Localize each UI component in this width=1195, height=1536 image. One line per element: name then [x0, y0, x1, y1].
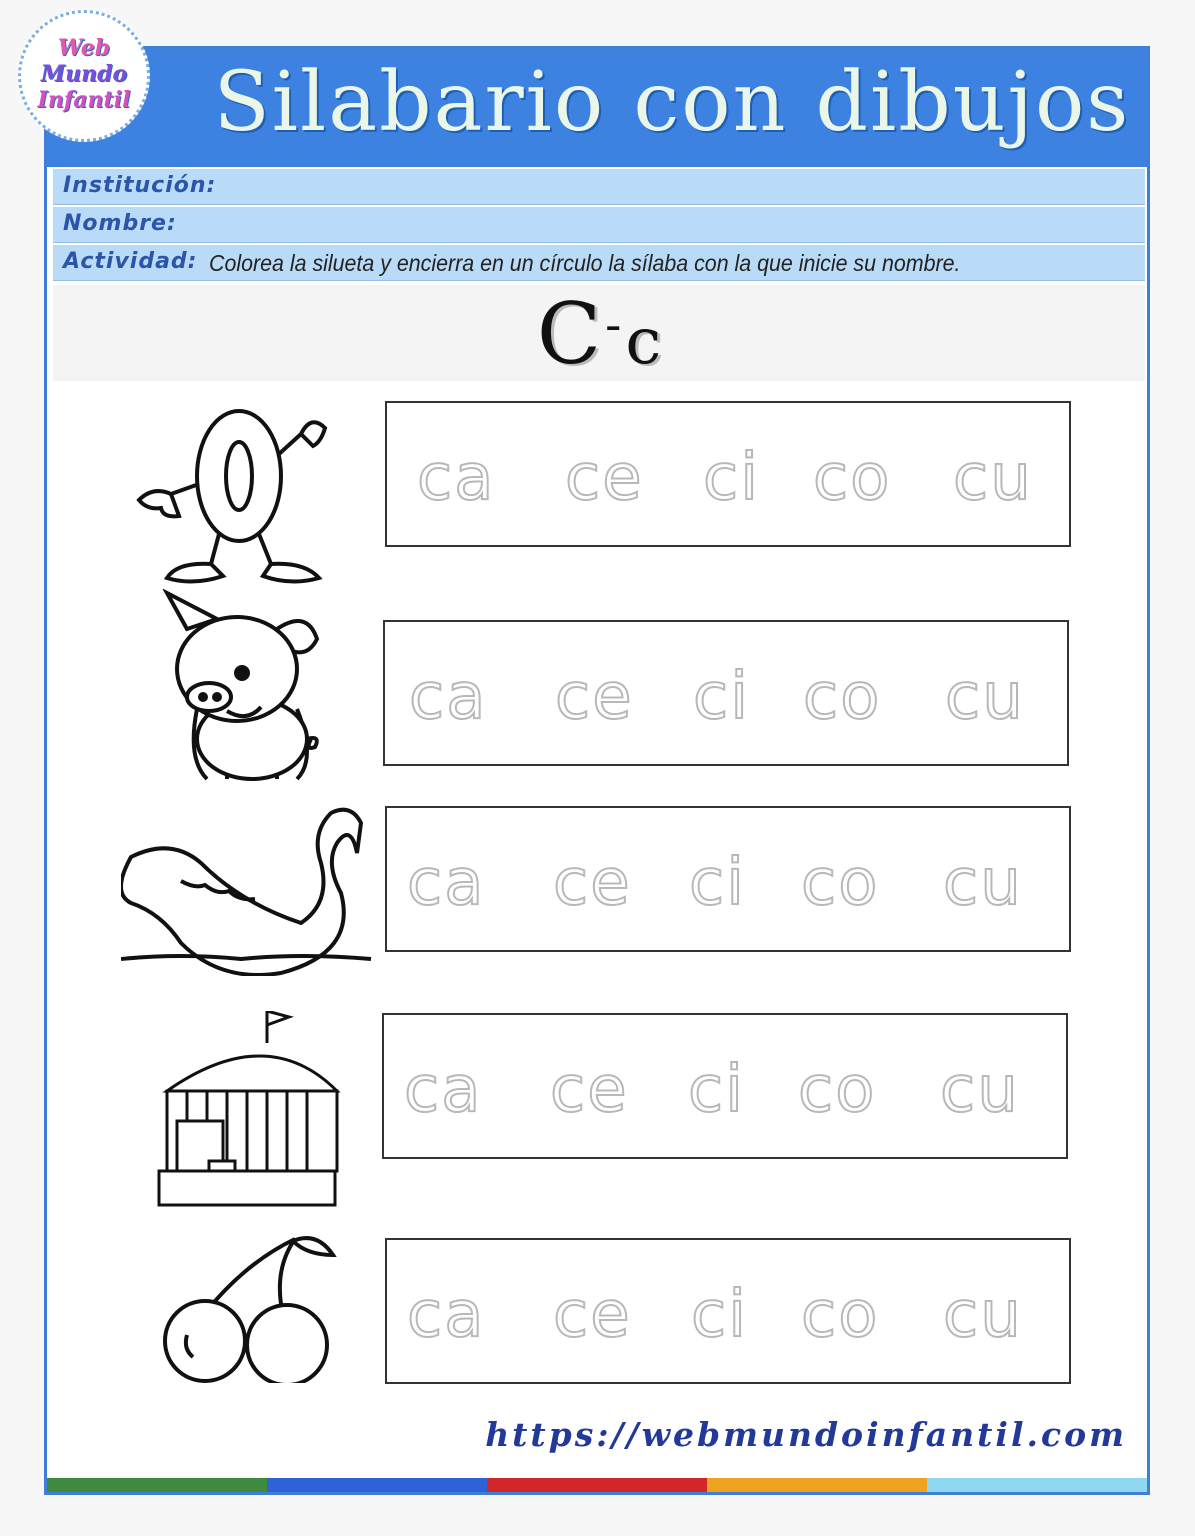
activity-text: Colorea la silueta y encierra en un círculo la sílaba con la que inicie su nombre.	[209, 250, 961, 276]
syllable-ce[interactable]: ce	[553, 1278, 632, 1352]
name-label: Nombre:	[63, 211, 177, 236]
syllable-cu[interactable]: cu	[943, 1278, 1023, 1352]
syllable-co[interactable]: co	[813, 441, 892, 515]
logo-line-3: Infantil	[37, 87, 131, 113]
syllable-ce[interactable]: ce	[553, 846, 632, 920]
stripe-green	[47, 1478, 267, 1492]
syllable-box-3	[385, 806, 1071, 952]
syllable-box-1	[385, 401, 1071, 547]
syllable-box-4	[382, 1013, 1068, 1159]
page-title: Silabario con dibujos	[213, 55, 1131, 150]
syllable-ca[interactable]: ca	[407, 1278, 486, 1352]
institution-label: Institución:	[63, 173, 217, 198]
stripe-light-blue	[927, 1478, 1147, 1492]
institution-row	[53, 169, 1145, 205]
syllable-ci[interactable]: ci	[689, 846, 746, 920]
stripe-blue	[267, 1478, 487, 1492]
syllable-co[interactable]: co	[803, 660, 882, 734]
syllable-ce[interactable]: ce	[565, 441, 644, 515]
syllable-ce[interactable]: ce	[550, 1053, 629, 1127]
syllable-ca[interactable]: ca	[417, 441, 496, 515]
syllable-cu[interactable]: cu	[945, 660, 1025, 734]
pig-icon	[157, 589, 327, 789]
uppercase-letter: C	[536, 285, 602, 383]
name-row	[53, 207, 1145, 243]
syllable-ci[interactable]: ci	[691, 1278, 748, 1352]
activity-label: Actividad:	[63, 249, 198, 274]
syllable-ci[interactable]: ci	[703, 441, 760, 515]
syllable-co[interactable]: co	[801, 1278, 880, 1352]
circus-tent-icon	[157, 1011, 342, 1211]
syllable-ce[interactable]: ce	[555, 660, 634, 734]
stripe-red	[487, 1478, 707, 1492]
web-mundo-infantil-logo	[18, 10, 150, 142]
syllable-ci[interactable]: ci	[693, 660, 750, 734]
letter-heading	[53, 285, 1145, 381]
activity-row	[53, 245, 1145, 281]
syllable-ca[interactable]: ca	[409, 660, 488, 734]
logo-line-1: Web	[57, 35, 111, 61]
syllable-ci[interactable]: ci	[688, 1053, 745, 1127]
title-banner	[47, 49, 1147, 167]
syllable-cu[interactable]: cu	[943, 846, 1023, 920]
syllable-ca[interactable]: ca	[404, 1053, 483, 1127]
letter-dash: -	[605, 297, 622, 353]
syllable-co[interactable]: co	[798, 1053, 877, 1127]
logo-line-2: Mundo	[40, 61, 128, 87]
syllable-cu[interactable]: cu	[953, 441, 1033, 515]
cherries-icon	[157, 1233, 337, 1383]
syllable-ca[interactable]: ca	[407, 846, 486, 920]
worksheet	[44, 46, 1150, 1495]
website-url[interactable]: https://webmundoinfantil.com	[485, 1415, 1127, 1454]
syllable-box-2	[383, 620, 1069, 766]
syllable-box-5	[385, 1238, 1071, 1384]
syllable-cu[interactable]: cu	[940, 1053, 1020, 1127]
color-stripe-bar	[47, 1478, 1147, 1492]
syllable-co[interactable]: co	[801, 846, 880, 920]
stripe-orange	[707, 1478, 927, 1492]
swan-icon	[121, 801, 376, 976]
lowercase-letter: c	[625, 305, 662, 379]
letter-o-cartoon-icon	[131, 394, 331, 584]
